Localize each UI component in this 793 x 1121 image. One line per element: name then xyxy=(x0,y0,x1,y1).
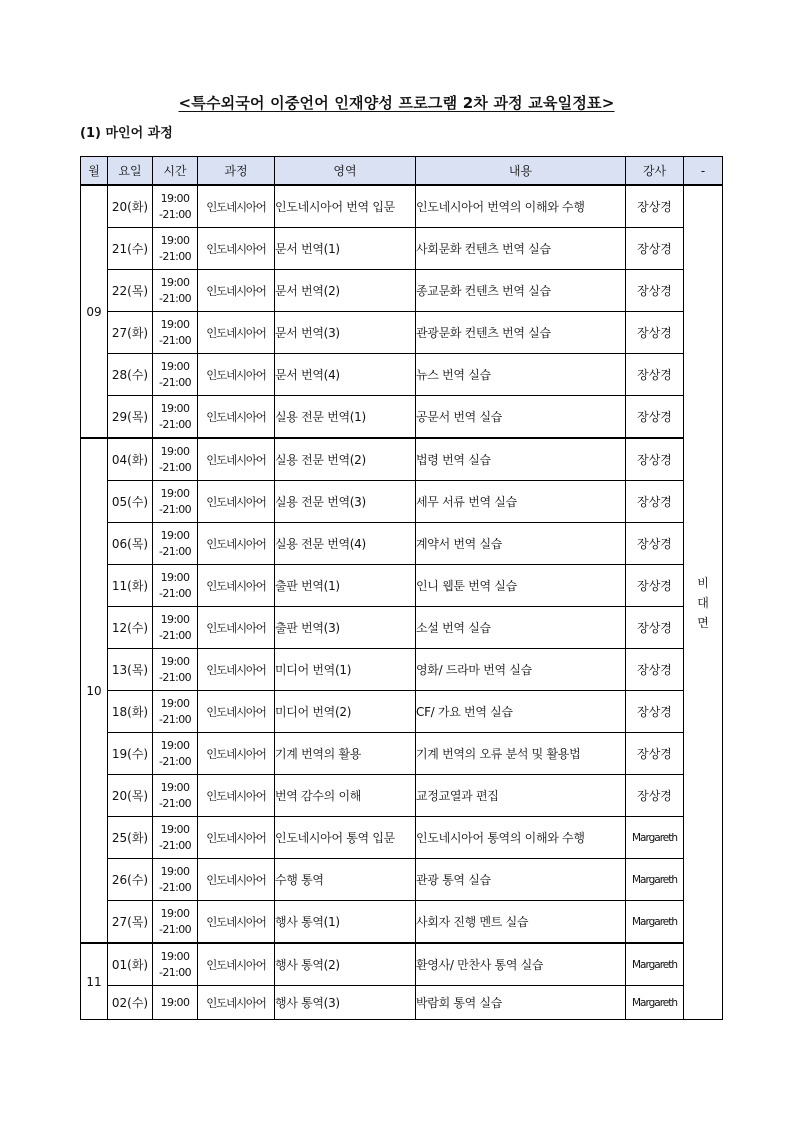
header-row xyxy=(81,157,723,186)
time-start: 19:00 xyxy=(160,949,190,963)
course-cell: 인도네시아어 xyxy=(198,438,275,481)
area-cell: 문서 번역(4) xyxy=(275,354,416,396)
day-cell: 18(화) xyxy=(108,691,153,733)
content-cell: 환영사/ 만찬사 통역 실습 xyxy=(416,943,626,986)
page-title-text: <특수외국어 이중언어 인재양성 프로그램 2차 과정 교육일정표> xyxy=(178,94,615,112)
header-time: 시간 xyxy=(153,157,198,186)
instructor-cell: 장상경 xyxy=(626,565,684,607)
time-end: -21:00 xyxy=(158,586,192,600)
day-cell: 28(수) xyxy=(108,354,153,396)
time-end: -21:00 xyxy=(158,965,192,979)
instructor-cell: 장상경 xyxy=(626,354,684,396)
course-cell: 인도네시아어 xyxy=(198,649,275,691)
time-end: -21:00 xyxy=(158,628,192,642)
area-cell: 인도네시아어 번역 입문 xyxy=(275,185,416,228)
time-end: -21:00 xyxy=(158,712,192,726)
time-end: -21:00 xyxy=(158,754,192,768)
time-end: -21:00 xyxy=(158,922,192,936)
time-end: -21:00 xyxy=(158,460,192,474)
time-start: 19:00 xyxy=(160,696,190,710)
table-row xyxy=(81,859,723,901)
course-cell: 인도네시아어 xyxy=(198,691,275,733)
course-cell: 인도네시아어 xyxy=(198,481,275,523)
content-cell: 뉴스 번역 실습 xyxy=(416,354,626,396)
course-cell: 인도네시아어 xyxy=(198,270,275,312)
content-cell: 세무 서류 번역 실습 xyxy=(416,481,626,523)
course-cell: 인도네시아어 xyxy=(198,185,275,228)
course-cell: 인도네시아어 xyxy=(198,565,275,607)
time-end: -21:00 xyxy=(158,838,192,852)
table-row xyxy=(81,901,723,944)
day-cell: 12(수) xyxy=(108,607,153,649)
course-cell: 인도네시아어 xyxy=(198,901,275,944)
time-cell xyxy=(153,396,198,439)
time-end: -21:00 xyxy=(158,333,192,347)
header-content: 내용 xyxy=(416,157,626,186)
time-start: 19:00 xyxy=(160,233,190,247)
day-cell: 19(수) xyxy=(108,733,153,775)
area-cell: 문서 번역(3) xyxy=(275,312,416,354)
day-cell: 13(목) xyxy=(108,649,153,691)
instructor-cell: 장상경 xyxy=(626,396,684,439)
day-cell: 25(화) xyxy=(108,817,153,859)
instructor-cell: Margareth xyxy=(626,901,684,944)
area-cell: 행사 통역(2) xyxy=(275,943,416,986)
table-row xyxy=(81,396,723,439)
instructor-cell: 장상경 xyxy=(626,607,684,649)
time-cell xyxy=(153,817,198,859)
instructor-cell: Margareth xyxy=(626,859,684,901)
content-cell: 사회자 진행 멘트 실습 xyxy=(416,901,626,944)
delivery-mode-text: 비 대 면 xyxy=(697,575,709,630)
content-cell: 영화/ 드라마 번역 실습 xyxy=(416,649,626,691)
time-cell xyxy=(153,691,198,733)
table-row xyxy=(81,733,723,775)
day-cell: 27(목) xyxy=(108,901,153,944)
time-start: 19:00 xyxy=(160,359,190,373)
time-cell xyxy=(153,775,198,817)
area-cell: 미디어 번역(1) xyxy=(275,649,416,691)
instructor-cell: 장상경 xyxy=(626,438,684,481)
instructor-cell: Margareth xyxy=(626,817,684,859)
area-cell: 행사 통역(1) xyxy=(275,901,416,944)
time-start: 19:00 xyxy=(160,191,190,205)
course-cell: 인도네시아어 xyxy=(198,228,275,270)
course-cell: 인도네시아어 xyxy=(198,943,275,986)
table-row xyxy=(81,523,723,565)
time-cell xyxy=(153,312,198,354)
header-day: 요일 xyxy=(108,157,153,186)
table-row xyxy=(81,986,723,1020)
instructor-cell: Margareth xyxy=(626,986,684,1020)
time-cell xyxy=(153,270,198,312)
section-subtitle: (1) 마인어 과정 xyxy=(80,126,173,141)
instructor-cell: 장상경 xyxy=(626,775,684,817)
area-cell: 실용 전문 번역(4) xyxy=(275,523,416,565)
course-cell: 인도네시아어 xyxy=(198,986,275,1020)
time-end: -21:00 xyxy=(158,291,192,305)
content-cell: 인니 웹툰 번역 실습 xyxy=(416,565,626,607)
time-start: 19:00 xyxy=(160,780,190,794)
instructor-cell: 장상경 xyxy=(626,523,684,565)
time-start: 19:00 xyxy=(160,995,190,1009)
instructor-cell: 장상경 xyxy=(626,270,684,312)
table-row xyxy=(81,270,723,312)
area-cell: 출판 번역(1) xyxy=(275,565,416,607)
time-start: 19:00 xyxy=(160,570,190,584)
time-start: 19:00 xyxy=(160,275,190,289)
area-cell: 실용 전문 번역(2) xyxy=(275,438,416,481)
day-cell: 02(수) xyxy=(108,986,153,1020)
content-cell: 박람회 통역 실습 xyxy=(416,986,626,1020)
instructor-cell: 장상경 xyxy=(626,733,684,775)
area-cell: 실용 전문 번역(1) xyxy=(275,396,416,439)
day-cell: 01(화) xyxy=(108,943,153,986)
time-cell xyxy=(153,185,198,228)
schedule-table xyxy=(80,156,723,1020)
month-cell: 11 xyxy=(81,943,108,1020)
area-cell: 문서 번역(2) xyxy=(275,270,416,312)
table-row xyxy=(81,185,723,228)
header-mode: - xyxy=(684,157,723,186)
course-cell: 인도네시아어 xyxy=(198,523,275,565)
day-cell: 04(화) xyxy=(108,438,153,481)
table-row xyxy=(81,481,723,523)
table-row xyxy=(81,312,723,354)
time-start: 19:00 xyxy=(160,486,190,500)
table-row xyxy=(81,228,723,270)
course-cell: 인도네시아어 xyxy=(198,354,275,396)
instructor-cell: 장상경 xyxy=(626,185,684,228)
content-cell: 교정교열과 편집 xyxy=(416,775,626,817)
time-start: 19:00 xyxy=(160,906,190,920)
time-cell xyxy=(153,354,198,396)
course-cell: 인도네시아어 xyxy=(198,607,275,649)
content-cell: 관광문화 컨텐츠 번역 실습 xyxy=(416,312,626,354)
day-cell: 06(목) xyxy=(108,523,153,565)
instructor-cell: 장상경 xyxy=(626,649,684,691)
page-title xyxy=(0,92,793,113)
table-row xyxy=(81,649,723,691)
table-row xyxy=(81,607,723,649)
area-cell: 실용 전문 번역(3) xyxy=(275,481,416,523)
time-cell xyxy=(153,943,198,986)
content-cell: 기계 번역의 오류 분석 및 활용법 xyxy=(416,733,626,775)
day-cell: 29(목) xyxy=(108,396,153,439)
time-end: -21:00 xyxy=(158,796,192,810)
time-start: 19:00 xyxy=(160,528,190,542)
content-cell: 소설 번역 실습 xyxy=(416,607,626,649)
time-start: 19:00 xyxy=(160,738,190,752)
header-course: 과정 xyxy=(198,157,275,186)
table-row xyxy=(81,775,723,817)
instructor-cell: 장상경 xyxy=(626,481,684,523)
content-cell: 공문서 번역 실습 xyxy=(416,396,626,439)
time-end: -21:00 xyxy=(158,544,192,558)
area-cell: 인도네시아어 통역 입문 xyxy=(275,817,416,859)
time-start: 19:00 xyxy=(160,822,190,836)
day-cell: 27(화) xyxy=(108,312,153,354)
time-cell xyxy=(153,565,198,607)
time-cell xyxy=(153,859,198,901)
time-cell xyxy=(153,607,198,649)
time-start: 19:00 xyxy=(160,444,190,458)
instructor-cell: 장상경 xyxy=(626,312,684,354)
table-row xyxy=(81,817,723,859)
area-cell: 기계 번역의 활용 xyxy=(275,733,416,775)
time-start: 19:00 xyxy=(160,401,190,415)
instructor-cell: Margareth xyxy=(626,943,684,986)
course-cell: 인도네시아어 xyxy=(198,859,275,901)
course-cell: 인도네시아어 xyxy=(198,817,275,859)
content-cell: CF/ 가요 번역 실습 xyxy=(416,691,626,733)
time-cell xyxy=(153,523,198,565)
course-cell: 인도네시아어 xyxy=(198,396,275,439)
header-instructor: 강사 xyxy=(626,157,684,186)
month-cell: 10 xyxy=(81,438,108,943)
area-cell: 번역 감수의 이해 xyxy=(275,775,416,817)
content-cell: 관광 통역 실습 xyxy=(416,859,626,901)
area-cell: 행사 통역(3) xyxy=(275,986,416,1020)
area-cell: 수행 통역 xyxy=(275,859,416,901)
month-cell: 09 xyxy=(81,185,108,438)
content-cell: 법령 번역 실습 xyxy=(416,438,626,481)
time-end: -21:00 xyxy=(158,417,192,431)
content-cell: 인도네시아어 번역의 이해와 수행 xyxy=(416,185,626,228)
day-cell: 22(목) xyxy=(108,270,153,312)
time-start: 19:00 xyxy=(160,612,190,626)
time-end: -21:00 xyxy=(158,880,192,894)
area-cell: 미디어 번역(2) xyxy=(275,691,416,733)
time-end: -21:00 xyxy=(158,502,192,516)
day-cell: 11(화) xyxy=(108,565,153,607)
course-cell: 인도네시아어 xyxy=(198,733,275,775)
delivery-mode-cell xyxy=(684,185,723,1020)
time-cell xyxy=(153,649,198,691)
time-cell xyxy=(153,733,198,775)
day-cell: 05(수) xyxy=(108,481,153,523)
area-cell: 문서 번역(1) xyxy=(275,228,416,270)
table-row xyxy=(81,438,723,481)
time-cell xyxy=(153,438,198,481)
time-start: 19:00 xyxy=(160,654,190,668)
header-area: 영역 xyxy=(275,157,416,186)
time-cell xyxy=(153,228,198,270)
time-end: -21:00 xyxy=(158,670,192,684)
instructor-cell: 장상경 xyxy=(626,228,684,270)
schedule-body xyxy=(81,185,723,1020)
time-cell xyxy=(153,481,198,523)
content-cell: 인도네시아어 통역의 이해와 수행 xyxy=(416,817,626,859)
day-cell: 21(수) xyxy=(108,228,153,270)
table-row xyxy=(81,943,723,986)
day-cell: 26(수) xyxy=(108,859,153,901)
content-cell: 종교문화 컨텐츠 번역 실습 xyxy=(416,270,626,312)
time-end: -21:00 xyxy=(158,207,192,221)
header-month: 월 xyxy=(81,157,108,186)
table-row xyxy=(81,565,723,607)
time-end: -21:00 xyxy=(158,249,192,263)
content-cell: 사회문화 컨텐츠 번역 실습 xyxy=(416,228,626,270)
day-cell: 20(목) xyxy=(108,775,153,817)
time-start: 19:00 xyxy=(160,317,190,331)
table-row xyxy=(81,354,723,396)
time-cell xyxy=(153,901,198,944)
instructor-cell: 장상경 xyxy=(626,691,684,733)
time-cell xyxy=(153,986,198,1020)
content-cell: 계약서 번역 실습 xyxy=(416,523,626,565)
time-start: 19:00 xyxy=(160,864,190,878)
course-cell: 인도네시아어 xyxy=(198,775,275,817)
day-cell: 20(화) xyxy=(108,185,153,228)
area-cell: 출판 번역(3) xyxy=(275,607,416,649)
time-end: -21:00 xyxy=(158,375,192,389)
table-row xyxy=(81,691,723,733)
course-cell: 인도네시아어 xyxy=(198,312,275,354)
